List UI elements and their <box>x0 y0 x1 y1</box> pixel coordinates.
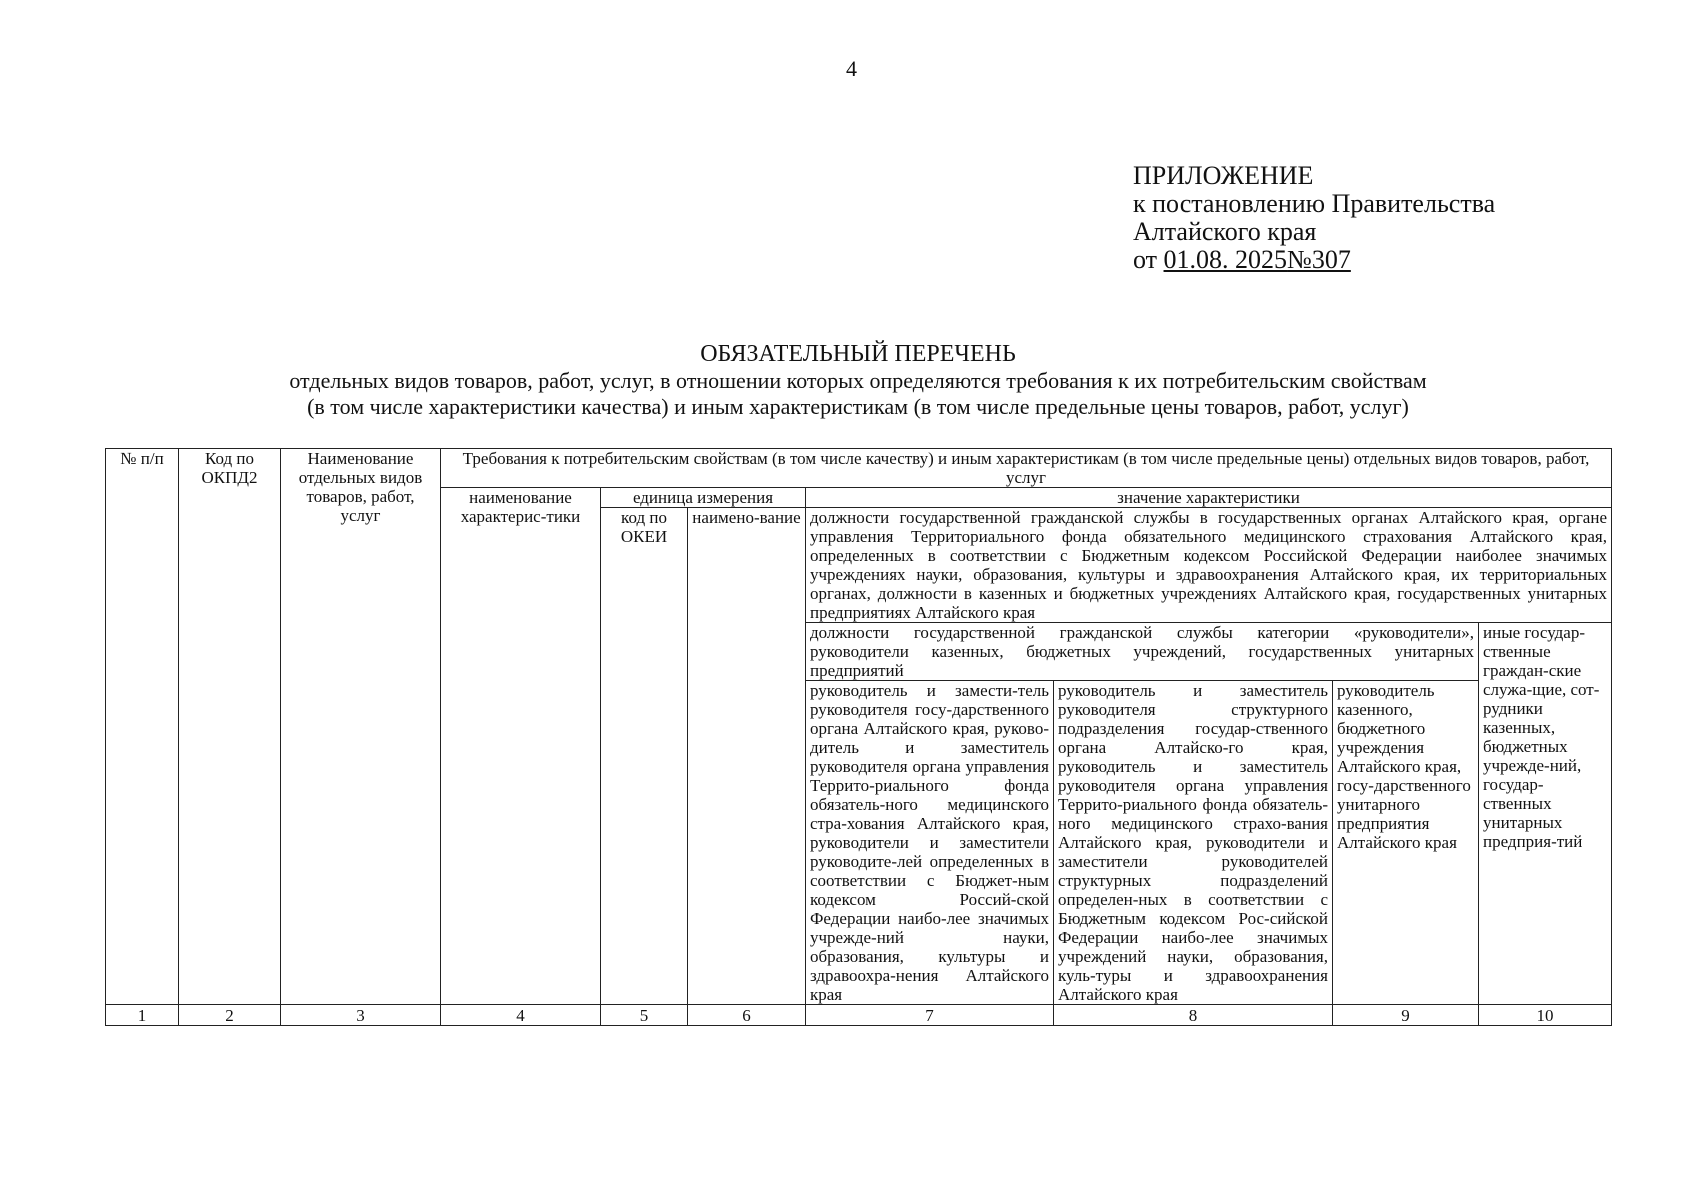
header-characteristic-value: значение характеристики <box>806 488 1612 508</box>
header-requirements: Требования к потребительским свойствам (в том числе качеству) и иным характеристикам (в том числе предельные цены) отдельных видов товаров, работ, услуг <box>441 449 1612 488</box>
header-item-name: Наименование отдельных видов товаров, работ, услуг <box>281 449 441 1005</box>
column-number: 1 <box>106 1005 179 1026</box>
header-other-positions: иные государ-ственные граждан-ские служа-щие, сот-рудники казенных, бюджетных учрежде-ний, государ-ственных унитарных предприя-тий <box>1479 623 1612 1005</box>
column-number: 2 <box>179 1005 281 1026</box>
header-col7-positions: руководитель и замести-тель руководителя госу-дарственного органа Алтайского края, руково-дитель и заместитель руководителя органа управления Террито-риального фонда обязатель-ного медицинского стра-хования Алтайского края, руководители и заместители руководите-лей определенных в соответствии с Бюджет-ным кодексом Россий-ской Федерации наибо-лее значимых учрежде-ний науки, образования, культуры и здравоохра-нения Алтайского края <box>806 681 1054 1005</box>
appendix-line2: Алтайского края <box>1133 217 1317 246</box>
appendix-title: ПРИЛОЖЕНИЕ <box>1133 161 1314 190</box>
column-number-row <box>106 1005 1612 1026</box>
page-number: 4 <box>846 56 857 81</box>
header-positions-heads: должности государственной гражданской службы категории «руководители», руководители казенных, бюджетных учреждений, государственных унитарных предприятий <box>806 623 1479 681</box>
appendix-number: №307 <box>1287 245 1351 274</box>
header-col8-positions: руководитель и заместитель руководителя структурного подразделения государ-ственного органа Алтайско-го края, руководитель и заместитель руководителя органа управления Террито-риального фонда обязатель-ного медицинского страхо-вания Алтайского края, руководители и заместители руководителей структурных подразделений определен-ных в соответствии с Бюджетным кодексом Рос-сийской Федерации наибо-лее значимых учреждений науки, образования, куль-туры и здравоохранения Алтайского края <box>1054 681 1333 1005</box>
header-row-number: № п/п <box>106 449 179 1005</box>
column-number: 3 <box>281 1005 441 1026</box>
column-number: 9 <box>1333 1005 1479 1026</box>
header-characteristic-name: наименование характерис-тики <box>441 488 601 1005</box>
header-okpd-code: Код по ОКПД2 <box>179 449 281 1005</box>
document-heading <box>0 340 1696 420</box>
header-col9-positions: руководитель казенного, бюджетного учреждения Алтайского края, госу-дарственного унитарного предприятия Алтайского края <box>1333 681 1479 1005</box>
column-number: 5 <box>601 1005 688 1026</box>
header-unit-name: наимено-вание <box>688 508 806 1005</box>
header-row-1 <box>106 449 1612 488</box>
column-number: 8 <box>1054 1005 1333 1026</box>
document-subtitle-line1: отдельных видов товаров, работ, услуг, в отношении которых определяются требования к их потребительским свойствам <box>289 368 1427 393</box>
header-okei-code: код по ОКЕИ <box>601 508 688 1005</box>
column-number: 7 <box>806 1005 1054 1026</box>
appendix-date-prefix: от <box>1133 245 1164 274</box>
column-number: 4 <box>441 1005 601 1026</box>
column-number: 10 <box>1479 1005 1612 1026</box>
document-subtitle-line2: (в том числе характеристики качества) и иным характеристикам (в том числе предельные цены товаров, работ, услуг) <box>307 394 1409 419</box>
header-unit: единица измерения <box>601 488 806 508</box>
header-positions-all: должности государственной гражданской службы в государственных органах Алтайского края, органе управления Территориального фонда обязательного медицинского страхования Алтайского края, определенных в соответствии с Бюджетным кодексом Российской Федерации наиболее значимых учреждениях науки, образования, культуры и здравоохранения Алтайского края, их территориальных органах, должности в казенных и бюджетных учреждениях Алтайского края, государственных унитарных предприятиях Алтайского края <box>806 508 1612 623</box>
appendix-line1: к постановлению Правительства <box>1133 189 1496 218</box>
requirements-table <box>105 448 1612 1026</box>
appendix-block <box>1133 162 1495 274</box>
document-title: ОБЯЗАТЕЛЬНЫЙ ПЕРЕЧЕНЬ <box>700 341 1016 367</box>
appendix-date-line <box>1133 246 1495 274</box>
appendix-date: 01.08. 2025 <box>1163 245 1288 274</box>
column-number: 6 <box>688 1005 806 1026</box>
